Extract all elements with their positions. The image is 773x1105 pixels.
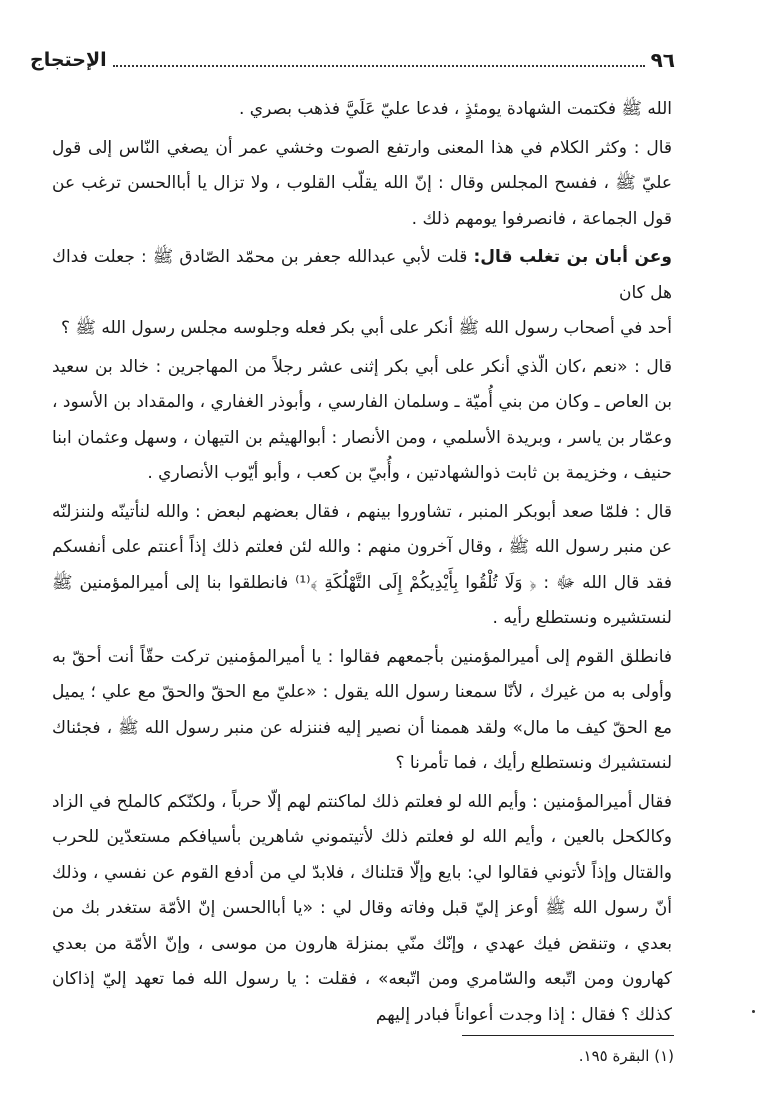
- margin-mark: [752, 1010, 755, 1013]
- paragraph: قال : «نعم ،كان الّذي أنكر على أبي بكر إثنى عشر رجلاً من المهاجرين : خالد بن سعيد بن العاص ـ وكان من بني أُميّة ـ وسلمان الفارسي ، وأبوذر الغفاري ، والمقداد بن الأسود ، وعمّار بن ياسر ، وبريدة الأسلمي ، ومن الأنصار : أبوالهيثم بن التيهان ، وسهل وعثمان ابنا حنيف ، وخزيمة بن ثابت ذوالشهادتين ، وأُبيّ بن كعب ، وأبو أيّوب الأنصاري .: [52, 356, 672, 483]
- narration-text: قلت لأبي عبدالله جعفر بن محمّد الصّادق ﷺ : جعلت فداك هل كان: [52, 247, 672, 303]
- page-header: [30, 45, 675, 75]
- paragraph: أحد في أصحاب رسول الله ﷺ أنكر على أبي بكر فعله وجلوسه مجلس رسول الله ﷺ ؟: [60, 318, 672, 338]
- book-title: الإحتجاج: [30, 49, 107, 71]
- footnote-separator: [462, 1035, 674, 1036]
- header-dotted-leader: [113, 65, 645, 67]
- paragraph: الله ﷺ فكتمت الشهادة يومئذٍ ، فدعا عليّ عَلَيَّ فذهب بصري .: [238, 99, 672, 119]
- paragraph: فقال أميرالمؤمنين : وأيم الله لو فعلتم ذلك لماكنتم لهم إلّا حرباً ، ولكنّكم كالملح في الزاد وكالكحل بالعين ، وأيم الله لو فعلتم ذلك لأتيتموني شاهرين بأسيافكم مستعدّين للحرب والقتال وإذاً لأتوني فقالوا لي: بايع وإلّا قتلناك ، فلابدّ لي من أدفع القوم عن نفسي ، وذلك أنّ رسول الله ﷺ أوعز إليّ قبل وفاته وقال لي : «يا أباالحسن إنّ الأمّة ستغدر بك من بعدي ، وتنقض فيك عهدي ، وإنّك منّي بمنزلة هارون من موسى ، وإنّ الأمّة من بعدي كهارون ومن اتّبعه والسّامري ومن اتّبعه» ، فقلت : يا رسول الله فما تعهد إليّ إذاكان كذلك ؟ فقال : إذا وجدت أعواناً فبادر إليهم: [52, 791, 672, 1025]
- main-text: [52, 92, 672, 1036]
- footnote: (١) البقرة ١٩٥.: [578, 1047, 674, 1065]
- paragraph: فانطلق القوم إلى أميرالمؤمنين بأجمعهم فقالوا : يا أميرالمؤمنين تركت حقّاً أنت أحقّ به وأولى به من غيرك ، لأنّا سمعنا رسول الله يقول : «عليّ مع الحقّ والحقّ مع علي ؛ يميل مع الحقّ كيف ما مال» ولقد هممنا أن نصير إليه فننزله عن منبر رسول الله ﷺ ، فجئناك لنستشيرك ونستطلع رأيك ، فما تأمرنا ؟: [52, 646, 672, 773]
- page-number: ٩٦: [650, 48, 675, 72]
- paragraph: قال : فلمّا صعد أبوبكر المنبر ، تشاوروا بينهم ، فقال بعضهم لبعض : والله لنأتينّه ولننزلنّه عن منبر رسول الله ﷺ ، وقال آخرون منهم : والله لئن فعلتم ذلك إذاً أعنتم على أنفسكم فقد قال الله ﷻ : ﴿ وَلَا تُلْقُوا بِأَيْدِيكُمْ إِلَى التَّهْلُكَةِ ﴾⁽¹⁾ فانطلقوا بنا إلى أميرالمؤمنين ﷺ لنستشيره ونستطلع رأيه .: [52, 501, 672, 628]
- paragraph: قال : وكثر الكلام في هذا المعنى وارتفع الصوت وخشي عمر أن يصغي النّاس إلى قول عليّ ﷺ ، ففسح المجلس وقال : إنّ الله يقلّب القلوب ، ولا تزال يا أباالحسن ترغب عن قول الجماعة ، فانصرفوا يومهم ذلك .: [52, 137, 672, 229]
- paragraph-aban: [52, 240, 672, 311]
- narrator-lead: وعن أبان بن تغلب قال:: [473, 247, 672, 267]
